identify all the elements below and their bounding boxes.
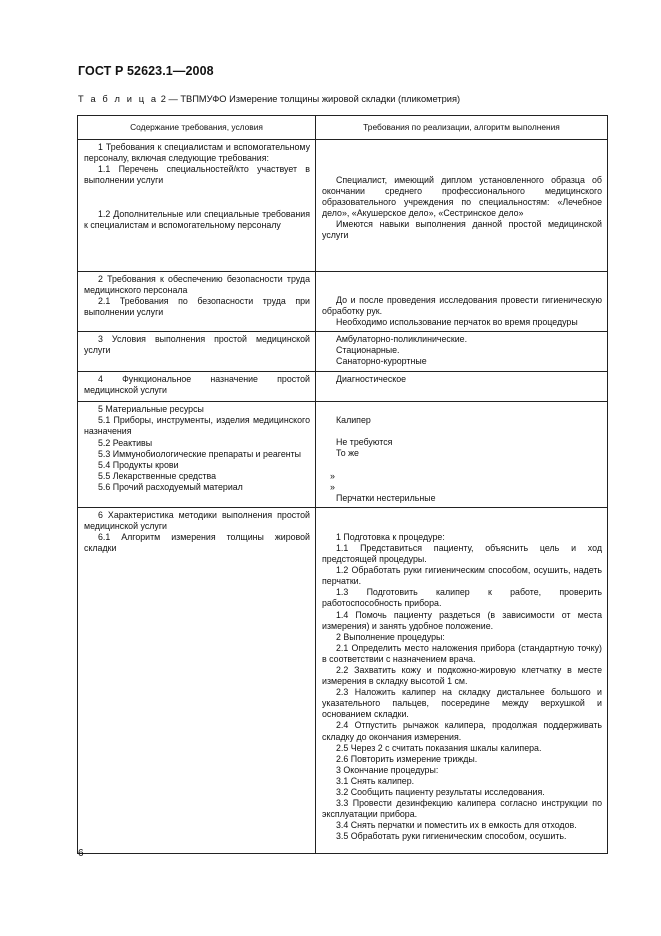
requirement-text: 5.3 Иммунобиологические препараты и реагенты	[98, 448, 302, 459]
table-caption	[78, 94, 460, 104]
requirement-cell	[78, 272, 316, 332]
implementation-text: 3.1 Снять калипер.	[336, 775, 415, 786]
requirement-text: 5 Материальные ресурсы	[98, 404, 204, 415]
table-row	[78, 372, 608, 402]
requirement-text: 2.1 Требования по безопасности труда при выполнении услуги	[84, 296, 310, 318]
requirement-text: 5.4 Продукты крови	[98, 459, 179, 470]
implementation-text: Перчатки нестерильные	[336, 492, 436, 503]
implementation-cell	[316, 372, 608, 402]
column-header-requirement: Содержание требования, условия	[78, 116, 316, 140]
requirement-text: 5.2 Реактивы	[98, 437, 153, 448]
implementation-text: 2.2 Захватить кожу и подкожно-жировую клетчатку в месте измерения в складку высотой 1 см.	[322, 664, 602, 687]
implementation-text: 2 Выполнение процедуры:	[336, 631, 445, 642]
implementation-text: 3.5 Обработать руки гигиеническим способом, осушить.	[336, 831, 567, 842]
implementation-text: 1 Подготовка к процедуре:	[336, 531, 445, 542]
implementation-cell	[316, 402, 608, 508]
implementation-text: То же	[336, 448, 359, 459]
implementation-text: 2.5 Через 2 с считать показания шкалы калипера.	[336, 742, 542, 753]
table-caption-prefix: Т а б л и ц а	[78, 94, 159, 104]
requirement-text: 2 Требования к обеспечению безопасности труда медицинского персонала	[84, 274, 310, 296]
requirement-text: 6.1 Алгоритм измерения толщины жировой складки	[84, 532, 310, 554]
implementation-text: Имеются навыки выполнения данной простой медицинской услуги	[322, 219, 602, 241]
implementation-text: Калипер	[336, 415, 371, 426]
implementation-cell	[316, 332, 608, 372]
implementation-text: 2.3 Наложить калипер на складку дистальнее большого и указательного пальцев, посередине между верхушкой и основанием складки.	[322, 687, 602, 720]
table-row	[78, 402, 608, 508]
implementation-text: 1.2 Обработать руки гигиеническим способом, осушить, надеть перчатки.	[322, 565, 602, 587]
implementation-text: »	[330, 481, 335, 492]
table-row	[78, 140, 608, 272]
implementation-text: Специалист, имеющий диплом установленного образца об окончании среднего профессионального медицинского образовательного учреждения по специальностям: «Лечебное дело», «Акушерское дело», «Сестринское дело»	[322, 175, 602, 219]
implementation-cell	[316, 140, 608, 272]
requirement-cell	[78, 332, 316, 372]
implementation-text: Диагностическое	[336, 374, 407, 385]
table-row	[78, 272, 608, 332]
implementation-text: 2.6 Повторить измерение трижды.	[336, 753, 478, 764]
table-caption-title: 2 — ТВПМУФО Измерение толщины жировой складки (пликометрия)	[160, 94, 461, 104]
implementation-text: Не требуются	[336, 437, 393, 448]
implementation-text: »	[330, 470, 335, 481]
implementation-text: 3.2 Сообщить пациенту результаты исследования.	[336, 787, 545, 797]
implementation-text: 2.1 Определить место наложения прибора (стандартную точку) в соответствии с назначением врача.	[322, 642, 602, 664]
table-row	[78, 507, 608, 853]
column-header-implementation: Требования по реализации, алгоритм выполнения	[316, 116, 608, 140]
requirement-text: 1.2 Дополнительные или специальные требования к специалистам и вспомогательному персоналу	[84, 209, 310, 231]
requirement-text: 5.1 Приборы, инструменты, изделия медицинского назначения	[84, 415, 310, 437]
procedure-table	[77, 115, 608, 854]
document-header: ГОСТ Р 52623.1—2008	[78, 64, 214, 78]
implementation-text: 3.3 Провести дезинфекцию калипера согласно инструкции по эксплуатации прибора.	[322, 798, 602, 820]
implementation-cell	[316, 272, 608, 332]
implementation-text: 3.4 Снять перчатки и поместить их в емкость для отходов.	[336, 820, 577, 831]
requirement-text: 1.1 Перечень специальностей/кто участвует в выполнении услуги	[84, 164, 310, 186]
implementation-text: 1.4 Помочь пациенту раздеться (в зависимости от места измерения) и занять удобное положение.	[322, 609, 602, 631]
requirement-text: 1 Требования к специалистам и вспомогательному персоналу, включая следующие требования:	[84, 142, 310, 164]
table-row	[78, 332, 608, 372]
table-header-row	[78, 116, 608, 140]
requirement-text: 3 Условия выполнения простой медицинской услуги	[84, 334, 310, 356]
requirement-cell	[78, 402, 316, 508]
requirement-text: 6 Характеристика методики выполнения простой медицинской услуги	[84, 509, 310, 531]
implementation-text: 1.3 Подготовить калипер к работе, проверить работоспособность прибора.	[322, 587, 602, 609]
requirement-cell	[78, 507, 316, 853]
implementation-cell	[316, 507, 608, 853]
implementation-text: Необходимо использование перчаток во время процедуры	[336, 317, 578, 328]
requirement-text: 5.6 Прочий расходуемый материал	[98, 481, 243, 492]
requirement-text: 4 Функциональное назначение простой медицинской услуги	[84, 374, 310, 396]
implementation-text: 3 Окончание процедуры:	[336, 764, 439, 775]
page-number: 6	[78, 848, 84, 859]
implementation-text: До и после проведения исследования провести гигиеническую обработку рук.	[322, 295, 602, 317]
implementation-text: Амбулаторно-поликлинические.	[336, 334, 468, 345]
requirement-cell	[78, 140, 316, 272]
implementation-text: 1.1 Представиться пациенту, объяснить цель и ход предстоящей процедуры.	[322, 542, 602, 565]
requirement-text: 5.5 Лекарственные средства	[98, 470, 217, 481]
implementation-text: 2.4 Отпустить рычажок калипера, продолжая поддерживать складку до окончания измерения.	[322, 720, 602, 742]
implementation-text: Стационарные.	[336, 345, 400, 356]
implementation-text: Санаторно-курортные	[336, 356, 427, 367]
requirement-cell	[78, 372, 316, 402]
